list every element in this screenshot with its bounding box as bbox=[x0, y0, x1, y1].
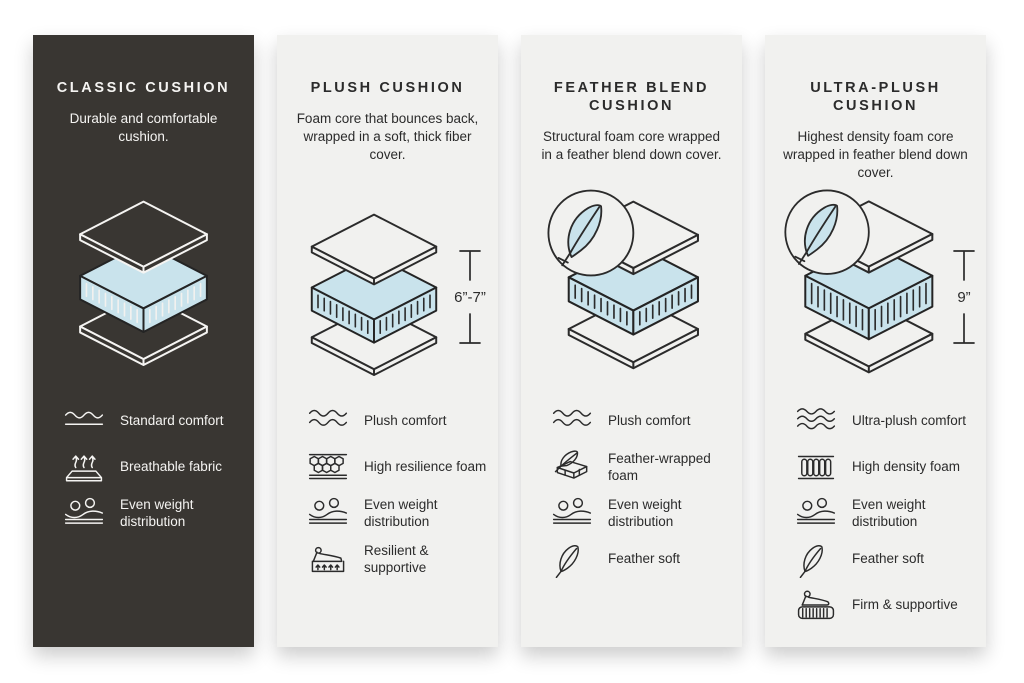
height-dimension-label: 6”-7” bbox=[454, 289, 486, 306]
feature-label: High resilience foam bbox=[364, 459, 487, 475]
feature-row bbox=[305, 403, 490, 440]
card-description: Durable and comfortable cushion. bbox=[69, 111, 218, 145]
card-title bbox=[287, 79, 488, 97]
card-ultra-plush-cushion bbox=[765, 35, 986, 647]
card-title-line: ULTRA-PLUSH bbox=[810, 80, 941, 96]
feature-label: Breathable fabric bbox=[120, 459, 223, 475]
card-title-line: CLASSIC CUSHION bbox=[56, 80, 231, 96]
feature-label: Even weight distribution bbox=[120, 496, 194, 529]
cushion-layers-graphic bbox=[778, 185, 956, 381]
feather-icon bbox=[793, 541, 839, 578]
cushion-illustration bbox=[765, 185, 986, 383]
even-weight-icon bbox=[793, 495, 839, 532]
cushion-cards-row bbox=[33, 35, 986, 647]
wave-triple-icon bbox=[793, 403, 839, 440]
feature-row bbox=[305, 449, 490, 486]
feature-row bbox=[305, 495, 490, 532]
cushion-illustration bbox=[33, 198, 254, 373]
feature-label: Even weight distribution bbox=[364, 496, 438, 529]
feature-label: Feather soft bbox=[608, 551, 681, 567]
feature-label: Standard comfort bbox=[120, 413, 224, 429]
feature-label: Firm & supportive bbox=[852, 597, 958, 613]
wave-single-icon bbox=[61, 403, 107, 440]
card-description: Highest density foam core wrapped in feather blend down cover. bbox=[783, 129, 968, 181]
card-title-line: PLUSH CUSHION bbox=[310, 80, 465, 96]
feature-row bbox=[793, 541, 978, 578]
card-description: Structural foam core wrapped in a feather blend down cover. bbox=[541, 129, 722, 163]
feature-label: Feather-wrapped foam bbox=[608, 450, 711, 483]
card-description: Foam core that bounces back, wrapped in a soft, thick fiber cover. bbox=[296, 111, 479, 163]
feature-row bbox=[793, 403, 978, 440]
card-title-line: CUSHION bbox=[832, 98, 919, 115]
person-firm-icon bbox=[793, 587, 839, 624]
honeycomb-foam-icon bbox=[305, 449, 351, 486]
feature-list bbox=[793, 403, 978, 633]
feature-row bbox=[61, 403, 246, 440]
cushion-layers-graphic bbox=[541, 185, 722, 377]
density-foam-icon bbox=[793, 449, 839, 486]
feather-badge bbox=[785, 190, 868, 273]
card-title bbox=[531, 79, 732, 115]
card-title bbox=[775, 79, 976, 115]
feature-row bbox=[549, 403, 734, 440]
feather-icon bbox=[549, 541, 595, 578]
feature-row bbox=[793, 587, 978, 624]
card-title bbox=[43, 79, 244, 97]
feature-row bbox=[793, 495, 978, 532]
cushion-illustration bbox=[277, 211, 498, 386]
feature-list bbox=[61, 403, 246, 541]
feature-label: Plush comfort bbox=[364, 413, 447, 429]
even-weight-icon bbox=[305, 495, 351, 532]
feature-list bbox=[549, 403, 734, 587]
wave-double-icon bbox=[305, 403, 351, 440]
card-feather-blend-cushion bbox=[521, 35, 742, 647]
feature-row bbox=[549, 449, 734, 486]
even-weight-icon bbox=[549, 495, 595, 532]
feature-row bbox=[305, 541, 490, 578]
feature-label: High density foam bbox=[852, 459, 961, 475]
cushion-layers-graphic bbox=[294, 211, 454, 380]
cushion-layers-graphic bbox=[62, 198, 225, 370]
card-classic-cushion bbox=[33, 35, 254, 647]
card-title-line: FEATHER BLEND bbox=[553, 80, 710, 96]
feature-list bbox=[305, 403, 490, 587]
feather-badge bbox=[548, 191, 633, 276]
cushion-illustration bbox=[521, 185, 742, 377]
feather-foam-icon bbox=[549, 449, 595, 486]
breathable-fabric-icon bbox=[61, 449, 107, 486]
card-plush-cushion bbox=[277, 35, 498, 647]
feature-label: Resilient & supportive bbox=[364, 542, 429, 575]
feature-label: Even weight distribution bbox=[608, 496, 682, 529]
feature-row bbox=[549, 495, 734, 532]
feature-row bbox=[61, 495, 246, 532]
wave-double-icon bbox=[549, 403, 595, 440]
feature-row bbox=[549, 541, 734, 578]
feature-label: Even weight distribution bbox=[852, 496, 926, 529]
height-dimension-marker bbox=[944, 249, 984, 345]
height-dimension-label: 9” bbox=[957, 289, 971, 306]
feature-label: Ultra-plush comfort bbox=[852, 413, 967, 429]
height-dimension-marker bbox=[442, 249, 498, 345]
person-springs-icon bbox=[305, 541, 351, 578]
feature-row bbox=[793, 449, 978, 486]
even-weight-icon bbox=[61, 495, 107, 532]
card-title-line: CUSHION bbox=[588, 98, 675, 115]
feature-row bbox=[61, 449, 246, 486]
feature-label: Feather soft bbox=[852, 551, 925, 567]
feature-label: Plush comfort bbox=[608, 413, 691, 429]
